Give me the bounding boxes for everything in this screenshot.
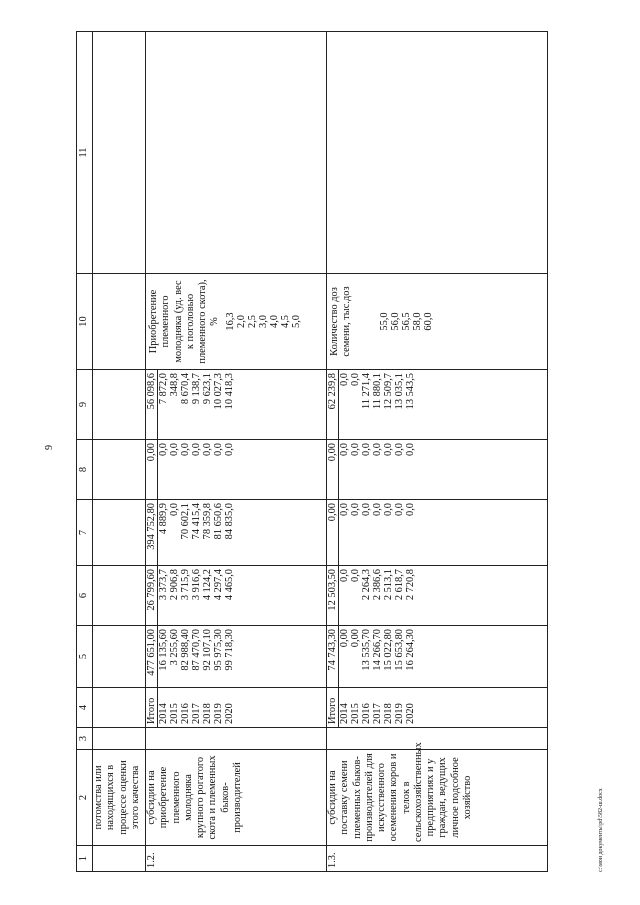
value-cell: 74 415,4 — [191, 503, 202, 540]
year-cell: 2017 — [191, 703, 202, 724]
header-cell: 4 — [77, 688, 93, 728]
value-cell: 0,0 — [372, 503, 383, 516]
value-cell: 0,0 — [394, 443, 405, 456]
indicator-value: 3,0 — [257, 315, 269, 328]
value-cell: 8 670,4 — [180, 373, 191, 405]
table-row — [327, 32, 548, 872]
header-cell: 8 — [77, 440, 93, 500]
year-cell: 2018 — [202, 703, 213, 724]
total-value: 74 743,30 — [327, 629, 338, 671]
indicator-value: 16,3 — [224, 312, 236, 331]
value-cell: 0,0 — [405, 503, 416, 516]
subsidy-name: субсидии на поставку семени племенных быков-производителей для искусственного осеменения коров и телок в сельскохозяйственных предприятиях и у граждан, ведущих личное подсобное хозяйство — [327, 750, 548, 846]
value-cell: 78 359,8 — [202, 503, 213, 540]
value-cell: 0,0 — [157, 440, 169, 499]
table-row — [146, 32, 327, 872]
value-cell: 0,0 — [350, 503, 361, 516]
value-cell: 4 297,4 — [213, 569, 224, 601]
indicator-value: 60,0 — [422, 312, 434, 331]
value-cell: 0,00 — [338, 626, 350, 687]
value-cell: 7 872,0 — [157, 370, 169, 439]
value-cell: 0,0 — [202, 443, 213, 456]
value-cell: 14 266,70 — [372, 629, 383, 671]
value-cell: 9 138,7 — [191, 373, 202, 405]
value-cell: 3 916,6 — [191, 569, 202, 601]
header-cell: 1 — [77, 846, 93, 872]
value-cell: 10 027,3 — [213, 373, 224, 410]
year-cell: 2016 — [361, 703, 372, 724]
value-cell: 0,0 — [361, 503, 372, 516]
value-cell: 2 386,6 — [372, 569, 383, 601]
total-value: Итого — [146, 697, 157, 724]
total-value: 0,00 — [327, 443, 338, 462]
value-cell: 0,0 — [338, 440, 350, 499]
year-cell: 2019 — [394, 703, 405, 724]
header-cell: 10 — [77, 274, 93, 370]
header-cell: 9 — [77, 370, 93, 440]
value-cell: 70 602,1 — [180, 503, 191, 540]
header-cell: 5 — [77, 626, 93, 688]
year-cell: 2020 — [224, 703, 235, 724]
value-cell: 0,0 — [169, 503, 180, 516]
value-cell: 3 255,60 — [169, 629, 180, 666]
value-cell: 2 618,7 — [394, 569, 405, 601]
value-cell: 81 650,6 — [213, 503, 224, 540]
total-value: 26 799,60 — [146, 569, 157, 611]
value-cell: 9 623,1 — [202, 373, 213, 405]
value-cell: 13 535,70 — [361, 629, 372, 671]
value-cell: 0,0 — [350, 569, 361, 582]
value-cell: 0,0 — [338, 370, 350, 439]
indicator-label: Количество доз семени, тыс.доз — [329, 286, 353, 357]
row-number: 1.2. — [146, 846, 327, 872]
value-cell: 0,0 — [180, 443, 191, 456]
value-cell: 0,0 — [383, 443, 394, 456]
header-cell: 6 — [77, 566, 93, 626]
value-cell: 0,0 — [191, 443, 202, 456]
value-cell: 12 509,7 — [383, 373, 394, 410]
footer-file-path: c:\мои документы\pd\582-ш.docx — [598, 788, 604, 872]
value-cell: 15 653,80 — [394, 629, 405, 671]
total-value: 56 098,6 — [146, 373, 157, 410]
value-cell: 84 835,0 — [224, 503, 235, 540]
value-cell: 10 418,3 — [224, 373, 235, 410]
value-cell: 0,0 — [394, 503, 405, 516]
continuation-row — [93, 32, 146, 872]
year-cell: 2015 — [169, 703, 180, 724]
value-cell: 4 124,2 — [202, 569, 213, 601]
year-cell: 2017 — [372, 703, 383, 724]
value-cell: 2 720,8 — [405, 569, 416, 601]
year-cell: 2018 — [383, 703, 394, 724]
value-cell: 3 373,7 — [157, 566, 169, 625]
indicator-value: 2,5 — [246, 315, 258, 328]
value-cell: 2 264,3 — [361, 569, 372, 601]
year-cell: 2020 — [405, 703, 416, 724]
year-cell: 2019 — [213, 703, 224, 724]
value-cell: 0,0 — [350, 373, 361, 386]
value-cell: 0,0 — [405, 443, 416, 456]
indicator-value: 4,0 — [268, 315, 280, 328]
value-cell: 11 880,1 — [372, 373, 383, 409]
value-cell: 0,00 — [350, 629, 361, 648]
year-cell: 2014 — [338, 688, 350, 727]
indicator-value: 55,0 — [378, 312, 390, 331]
header-cell: 3 — [77, 728, 93, 750]
total-value: 0,00 — [146, 443, 157, 462]
value-cell: 0,0 — [350, 443, 361, 456]
header-cell: 7 — [77, 500, 93, 566]
value-cell: 4 889,9 — [157, 500, 169, 565]
value-cell: 11 271,4 — [361, 373, 372, 409]
year-cell: 2015 — [350, 703, 361, 724]
row-number: 1.3. — [327, 846, 548, 872]
value-cell: 0,0 — [213, 443, 224, 456]
value-cell: 2 513,1 — [383, 569, 394, 601]
header-cell: 2 — [77, 750, 93, 846]
total-value: 477 651,00 — [146, 629, 157, 676]
indicator-value: 58,0 — [411, 312, 423, 331]
value-cell: 4 465,0 — [224, 569, 235, 601]
indicator-value — [357, 277, 368, 366]
value-cell: 16 264,30 — [405, 629, 416, 671]
indicator-value — [368, 277, 379, 366]
total-value: 0,00 — [327, 503, 338, 522]
value-cell: 87 470,70 — [191, 629, 202, 671]
data-table — [76, 31, 548, 872]
value-cell: 3 715,9 — [180, 569, 191, 601]
value-cell: 16 135,60 — [157, 626, 169, 687]
value-cell: 0,0 — [224, 443, 235, 456]
value-cell: 348,8 — [169, 373, 180, 397]
value-cell: 0,0 — [338, 500, 350, 565]
year-cell: 2014 — [157, 688, 169, 727]
page-number: 9 — [44, 445, 55, 450]
value-cell: 0,0 — [338, 566, 350, 625]
subsidy-name: субсидии на приобретение племенного молодняка крупного рогатого скота и племенных быков-производителей — [146, 750, 327, 846]
indicator-value: 2,0 — [235, 315, 247, 328]
header-cell: 11 — [77, 32, 93, 274]
value-cell: 15 022,80 — [383, 629, 394, 671]
value-cell: 13 035,1 — [394, 373, 405, 410]
total-value: Итого — [327, 697, 338, 724]
value-cell: 0,0 — [169, 443, 180, 456]
value-cell: 82 988,40 — [180, 629, 191, 671]
indicator-value: 5,0 — [290, 315, 302, 328]
header-row — [77, 32, 93, 872]
table-container — [76, 32, 602, 872]
indicator-value: 56,5 — [400, 312, 412, 331]
value-cell: 0,0 — [372, 443, 383, 456]
value-cell: 95 975,30 — [213, 629, 224, 671]
value-cell: 0,0 — [361, 443, 372, 456]
value-cell: 92 107,10 — [202, 629, 213, 671]
indicator-value: 4,5 — [279, 315, 291, 328]
indicator-value: 56,0 — [389, 312, 401, 331]
value-cell: 99 718,30 — [224, 629, 235, 671]
total-value: 62 239,8 — [327, 373, 338, 410]
total-value: 12 503,50 — [327, 569, 338, 611]
year-cell: 2016 — [180, 703, 191, 724]
continued-name-cell: потомства или находящихся в процессе оценки этого качества — [93, 750, 146, 846]
value-cell: 2 906,8 — [169, 569, 180, 601]
indicator-label: Приобретение племенного молодняка (уд. вес к поголовью племенного скота), % — [148, 279, 221, 364]
value-cell: 0,0 — [383, 503, 394, 516]
value-cell: 13 543,5 — [405, 373, 416, 410]
total-value: 394 752,80 — [146, 503, 157, 550]
